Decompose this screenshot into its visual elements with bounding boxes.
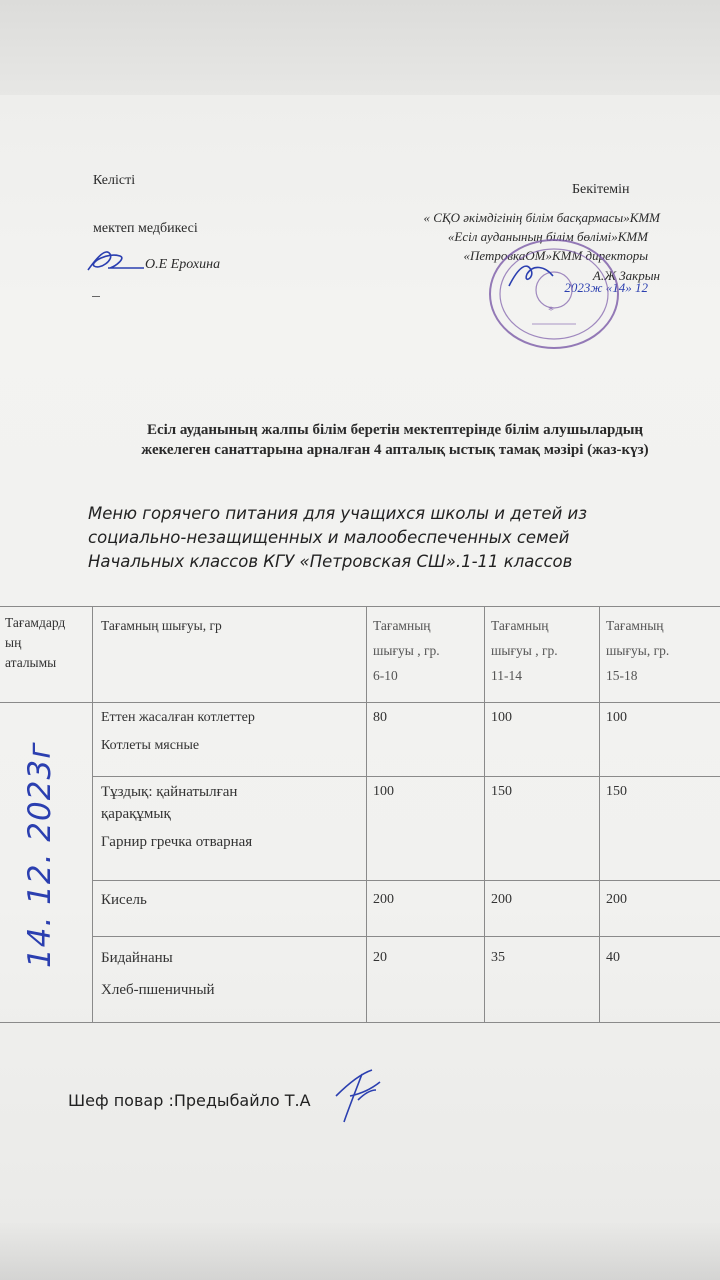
nurse-name: О.Е Ерохина bbox=[145, 257, 221, 272]
dish-cell bbox=[93, 703, 367, 777]
page-bottom-shadow bbox=[0, 1220, 720, 1280]
value-11-14: 100 bbox=[485, 703, 600, 777]
subtitle-line-1: Меню горячего питания для учащихся школы и детей из bbox=[88, 504, 588, 523]
value-15-18: 150 bbox=[600, 777, 720, 881]
menu-table bbox=[0, 606, 720, 1023]
header-cell-6-10 bbox=[367, 607, 485, 703]
table-row bbox=[0, 937, 720, 1023]
table-row bbox=[0, 777, 720, 881]
dash-mark bbox=[92, 296, 100, 297]
document-title bbox=[95, 420, 695, 460]
header-col3-c: 6-10 bbox=[373, 668, 398, 683]
header-col1-a: Тағамдард bbox=[5, 615, 66, 630]
page-top-shadow bbox=[0, 0, 720, 95]
dish-kk: Еттен жасалған котлеттер bbox=[101, 710, 255, 725]
header-col3-a: Тағамның bbox=[373, 618, 431, 633]
dish-kk: Кисель bbox=[101, 892, 147, 908]
approve-line-2: «Есіл ауданының білім бөлімі»КММ bbox=[447, 229, 648, 244]
header-col5-c: 15-18 bbox=[606, 668, 638, 683]
official-stamp bbox=[482, 232, 632, 352]
value-11-14: 200 bbox=[485, 881, 600, 937]
header-col4-b: шығуы , гр. bbox=[491, 643, 558, 658]
nurse-signature bbox=[80, 244, 150, 278]
header-col4-a: Тағамның bbox=[491, 618, 549, 633]
dish-ru: Котлеты мясные bbox=[101, 738, 200, 753]
svg-text:*: * bbox=[548, 303, 554, 317]
dish-ru: Хлеб-пшеничный bbox=[101, 982, 215, 998]
dish-cell bbox=[93, 777, 367, 881]
approve-label: Бекітемін bbox=[572, 182, 630, 197]
approve-line-3: «ПетровкаОМ»КММ директоры bbox=[463, 248, 648, 263]
header-col1-c: аталымы bbox=[5, 655, 57, 670]
dish-ru: Гарнир гречка отварная bbox=[101, 834, 253, 850]
value-6-10: 100 bbox=[367, 777, 485, 881]
nurse-role: мектеп медбикесі bbox=[93, 221, 198, 236]
subtitle-line-2: социально-незащищенных и малообеспеченных семей bbox=[88, 528, 570, 547]
title-line-1: Есіл ауданының жалпы білім беретін мектептерінде білім алушылардың bbox=[146, 422, 644, 438]
header-col4-c: 11-14 bbox=[491, 668, 522, 683]
value-15-18: 200 bbox=[600, 881, 720, 937]
subtitle-line-3: Начальных классов КГУ «Петровская СШ».1-11 классов bbox=[88, 552, 573, 571]
table-row bbox=[0, 703, 720, 777]
header-col3-b: шығуы , гр. bbox=[373, 643, 440, 658]
header-cell-11-14 bbox=[485, 607, 600, 703]
table-row bbox=[0, 881, 720, 937]
approve-date: 2023ж «14» 12 bbox=[564, 280, 648, 295]
dish-cell bbox=[93, 937, 367, 1023]
dish-kk: Бидайнаны bbox=[101, 950, 173, 966]
header-cell-name bbox=[0, 607, 93, 703]
chef-signature bbox=[330, 1060, 390, 1130]
header-col5-a: Тағамның bbox=[606, 618, 664, 633]
value-6-10: 20 bbox=[367, 937, 485, 1023]
agree-label: Келісті bbox=[93, 173, 136, 188]
director-signature bbox=[505, 256, 565, 292]
dish-kk: Тұздық: қайнатылған қарақұмық bbox=[101, 784, 238, 822]
dish-cell bbox=[93, 881, 367, 937]
header-col1-b: ың bbox=[5, 635, 22, 650]
menu-subtitle bbox=[88, 502, 648, 574]
approve-line-1: « СҚО әкімдігінің білім басқармасы»КММ bbox=[423, 210, 660, 225]
value-11-14: 150 bbox=[485, 777, 600, 881]
value-6-10: 80 bbox=[367, 703, 485, 777]
value-11-14: 35 bbox=[485, 937, 600, 1023]
handwritten-date: 14. 12. 2023г bbox=[22, 741, 58, 968]
value-6-10: 200 bbox=[367, 881, 485, 937]
header-cell-output bbox=[93, 607, 367, 703]
title-line-2: жекелеген санаттарына арналған 4 апталық ыстық тамақ мәзірі (жаз-күз) bbox=[141, 442, 649, 458]
value-15-18: 40 bbox=[600, 937, 720, 1023]
header-col2: Тағамның шығуы, гр bbox=[101, 618, 222, 633]
chef-signature-line: Шеф повар :Предыбайло Т.А bbox=[68, 1091, 311, 1110]
table-header-row bbox=[0, 607, 720, 703]
header-cell-15-18 bbox=[600, 607, 720, 703]
value-15-18: 100 bbox=[600, 703, 720, 777]
header-col5-b: шығуы, гр. bbox=[606, 643, 670, 658]
director-name: А.Ж Закрын bbox=[592, 268, 660, 283]
